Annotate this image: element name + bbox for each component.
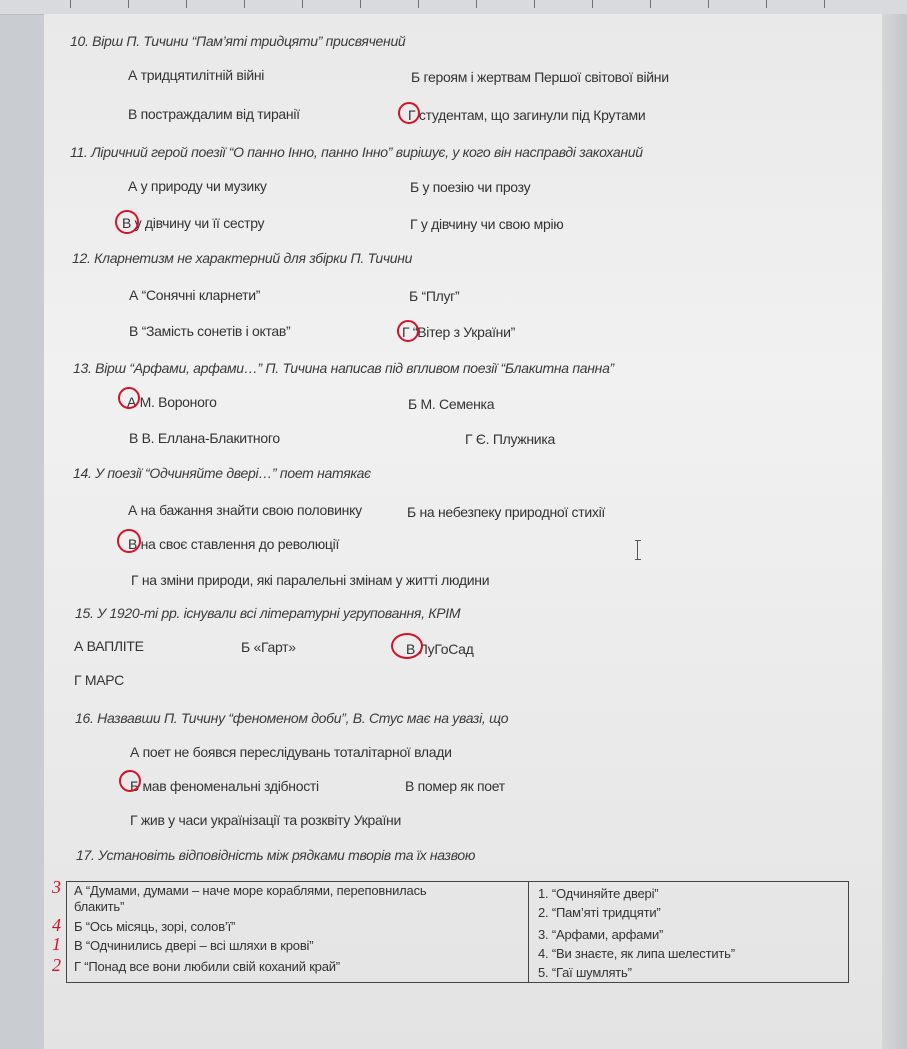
match-right-5: 5. “Гаї шумлять” bbox=[538, 965, 632, 980]
q10-option-b: Б героям і жертвам Першої світової війни bbox=[411, 69, 669, 85]
handwritten-answer-c: 1 bbox=[52, 934, 61, 954]
answer-circle-q11 bbox=[115, 210, 139, 234]
q10-option-d: Г студентам, що загинули під Крутами bbox=[408, 107, 646, 123]
q13-option-d: Г Є. Плужника bbox=[465, 431, 555, 447]
match-right-1: 1. “Одчиняйте двері” bbox=[538, 886, 659, 901]
answer-circle-q10 bbox=[398, 102, 420, 124]
ruler-tick bbox=[708, 0, 709, 8]
ruler-tick bbox=[650, 0, 651, 8]
question-10: 10. Вірш П. Тичини “Пам’яті тридцяти” присвячений bbox=[70, 33, 406, 49]
q11-option-b: Б у поезію чи прозу bbox=[410, 179, 531, 195]
ruler-tick bbox=[70, 0, 71, 8]
q16-option-b: Б мав феноменальні здібності bbox=[130, 778, 319, 794]
answer-circle-q15 bbox=[391, 633, 423, 659]
text-cursor-icon bbox=[635, 540, 641, 560]
handwritten-answer-b: 4 bbox=[52, 915, 61, 935]
q11-option-c: В у дівчину чи її сестру bbox=[122, 215, 265, 231]
match-right-4: 4. “Ви знаєте, як липа шелестить” bbox=[538, 946, 735, 961]
question-13: 13. Вірш “Арфами, арфами…” П. Тичина написав під впливом поезії “Блакитна панна” bbox=[73, 360, 614, 376]
q16-option-a: А поет не боявся переслідувань тоталітарної влади bbox=[130, 744, 452, 760]
question-14: 14. У поезії “Одчиняйте двері…” поет натякає bbox=[73, 465, 371, 481]
q12-option-d: Г “Вітер з України” bbox=[402, 324, 515, 340]
question-11: 11. Ліричний герой поезії “О панно Інно, панно Інно” вирішує, у кого він насправді закоханий bbox=[70, 144, 643, 160]
q14-option-b: Б на небезпеку природної стихії bbox=[407, 504, 605, 520]
handwritten-answer-a: 3 bbox=[52, 877, 61, 897]
match-left-c: В “Одчинились двері – всі шляхи в крові” bbox=[74, 938, 314, 953]
match-left-a: А “Думами, думами – наче море кораблями, переповнилась bbox=[74, 883, 427, 898]
q15-option-c: В ЛуГоСад bbox=[406, 641, 474, 657]
q12-option-c: В “Замість сонетів і октав” bbox=[129, 323, 291, 339]
q15-option-a: А ВАПЛІТЕ bbox=[74, 638, 144, 654]
answer-circle-q12 bbox=[397, 320, 419, 342]
q12-option-a: А “Сонячні кларнети” bbox=[129, 287, 261, 303]
q15-option-b: Б «Гарт» bbox=[241, 639, 296, 655]
q14-option-c: В на своє ставлення до революції bbox=[128, 536, 340, 552]
answer-circle-q16 bbox=[119, 770, 141, 792]
q14-option-d: Г на зміни природи, які паралельні змінам у житті людини bbox=[131, 572, 490, 588]
q15-option-d: Г МАРС bbox=[74, 672, 124, 688]
match-left-b: Б “Ось місяць, зорі, солов’ї” bbox=[74, 919, 236, 934]
top-ruler[interactable] bbox=[0, 0, 907, 15]
question-15: 15. У 1920-ті рр. існували всі літературні угруповання, КРІМ bbox=[75, 605, 461, 621]
q11-option-d: Г у дівчину чи свою мрію bbox=[410, 216, 564, 232]
q13-option-b: Б М. Семенка bbox=[408, 396, 495, 412]
ruler-tick bbox=[302, 0, 303, 8]
q16-option-c: В помер як поет bbox=[405, 778, 505, 794]
ruler-tick bbox=[128, 0, 129, 8]
handwritten-answer-d: 2 bbox=[52, 955, 61, 975]
ruler-tick bbox=[360, 0, 361, 8]
q13-option-c: В В. Еллана-Блакитного bbox=[129, 430, 280, 446]
q10-option-c: В постраждалим від тиранії bbox=[128, 106, 300, 122]
match-left-d: Г “Понад все вони любили свій коханий край” bbox=[74, 959, 340, 974]
q16-option-d: Г жив у часи українізації та розквіту України bbox=[130, 812, 402, 828]
ruler-tick bbox=[476, 0, 477, 8]
ruler-tick bbox=[534, 0, 535, 8]
window-edge bbox=[882, 14, 907, 1049]
ruler-tick bbox=[766, 0, 767, 8]
ruler-tick bbox=[592, 0, 593, 8]
ruler-tick bbox=[186, 0, 187, 8]
question-12: 12. Кларнетизм не характерний для збірки П. Тичини bbox=[72, 250, 413, 266]
ruler-tick bbox=[418, 0, 419, 8]
match-left-a-cont: блакить” bbox=[74, 899, 125, 914]
q12-option-b: Б “Плуг” bbox=[409, 288, 460, 304]
ruler-tick bbox=[824, 0, 825, 8]
answer-circle-q14 bbox=[117, 529, 141, 553]
q11-option-a: А у природу чи музику bbox=[128, 178, 267, 194]
question-16: 16. Назвавши П. Тичину “феноменом доби”, В. Стус має на увазі, що bbox=[75, 710, 509, 726]
match-right-2: 2. “Пам’яті тридцяти” bbox=[538, 905, 661, 920]
q13-option-a: А М. Вороного bbox=[127, 394, 217, 410]
match-right-3: 3. “Арфами, арфами” bbox=[538, 927, 664, 942]
question-17: 17. Установіть відповідність між рядками творів та їх назвою bbox=[76, 847, 476, 863]
q10-option-a: А тридцятилітній війні bbox=[128, 67, 265, 83]
ruler-tick bbox=[244, 0, 245, 8]
q14-option-a: А на бажання знайти свою половинку bbox=[128, 502, 362, 518]
answer-circle-q13 bbox=[118, 387, 140, 409]
